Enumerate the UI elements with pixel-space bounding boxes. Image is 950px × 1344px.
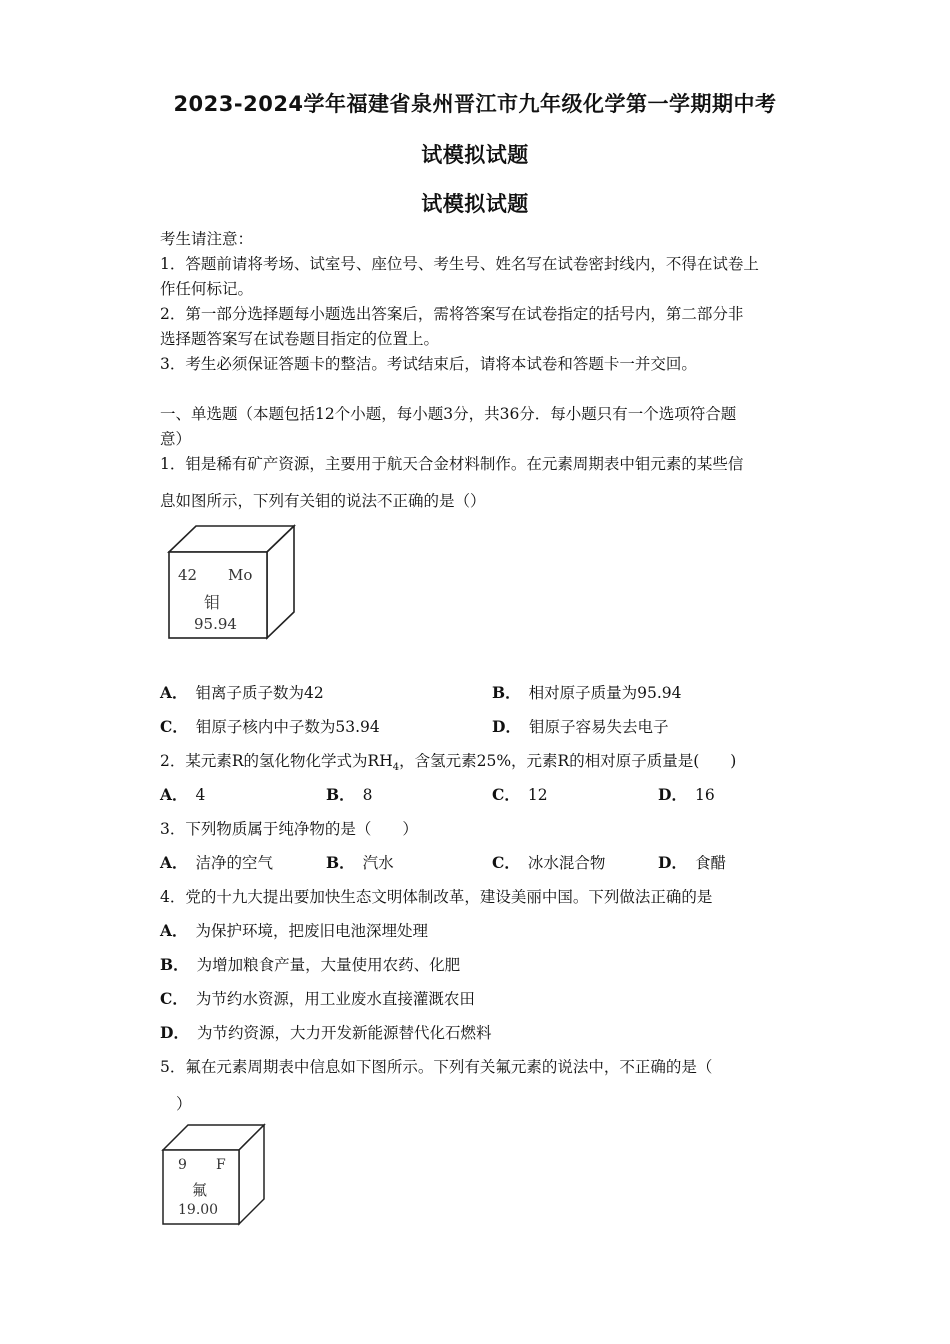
q4-stem: 4．党的十九大提出要加快生态文明体制改革，建设美丽中国。下列做法正确的是 (160, 888, 713, 906)
q1-option-d[interactable] (492, 715, 668, 737)
q1-option-b[interactable] (492, 681, 681, 703)
exam-title-line-1: 2023-2024学年福建省泉州晋江市九年级化学第一学期期中考 (173, 92, 777, 116)
notice-item-1a: 1．答题前请将考场、试室号、座位号、考生号、姓名写在试卷密封线内，不得在试卷上 (160, 255, 759, 273)
q1-stem-b: 息如图所示，下列有关钼的说法不正确的是（） (160, 492, 486, 510)
option-text: 为保护环境，把废旧电池深埋处理 (195, 922, 429, 940)
q2-stem-post: ，含氢元素25%，元素R的相对原子质量是( ) (399, 752, 737, 770)
q2-stem-pre: 2．某元素R的氢化物化学式为RH (160, 752, 393, 770)
exam-subtitle: 试模拟试题 (421, 192, 529, 216)
q1-card-mass: 95.94 (194, 615, 237, 633)
q4-option-b[interactable] (160, 953, 460, 975)
option-letter: C． (160, 989, 188, 1008)
option-text: 钼原子核内中子数为53.94 (195, 718, 380, 736)
exam-title-line-2: 试模拟试题 (421, 143, 529, 167)
q2-stem (160, 749, 800, 773)
option-text: 相对原子质量为95.94 (528, 684, 682, 702)
option-letter: B． (326, 785, 355, 804)
q5-stem-a: 5．氟在元素周期表中信息如下图所示。下列有关氟元素的说法中，不正确的是（ (160, 1058, 713, 1076)
option-letter: C． (160, 717, 188, 736)
notice-heading: 考生请注意： (160, 230, 254, 248)
option-letter: A． (160, 683, 188, 702)
q5-card-mass: 19.00 (178, 1202, 219, 1218)
q3-option-b[interactable] (326, 851, 394, 873)
option-letter: A． (160, 921, 188, 940)
option-text: 钼离子质子数为42 (195, 684, 324, 702)
q2-option-a[interactable] (160, 783, 205, 805)
q1-card-atomic-number: 42 (178, 566, 198, 584)
option-text: 12 (527, 786, 548, 804)
q3-stem: 3．下列物质属于纯净物的是（ ） (160, 820, 418, 838)
option-text: 为节约资源，大力开发新能源替代化石燃料 (196, 1024, 492, 1042)
q2-stem-sub: 4 (392, 762, 400, 774)
option-text: 钼原子容易失去电子 (528, 718, 669, 736)
option-letter: A． (160, 785, 188, 804)
option-letter: D． (492, 717, 521, 736)
option-text: 洁净的空气 (195, 854, 274, 872)
q1-option-a[interactable] (160, 681, 324, 703)
option-text: 16 (694, 786, 715, 804)
q1-option-c[interactable] (160, 715, 380, 737)
q5-stem-b: ） (176, 1095, 192, 1113)
q3-option-d[interactable] (658, 851, 726, 873)
q4-option-a[interactable] (160, 919, 428, 941)
q5-card-atomic-number: 9 (178, 1157, 187, 1173)
q4-option-d[interactable] (160, 1021, 491, 1043)
q1-card-name: 钼 (204, 593, 221, 612)
section-heading-a: 一、单选题（本题包括12个小题，每小题3分，共36分．每小题只有一个选项符合题 (160, 405, 737, 423)
q1-element-card (166, 524, 298, 642)
option-letter: D． (160, 1023, 189, 1042)
option-text: 8 (362, 786, 373, 804)
notice-item-2b: 选择题答案写在试卷题目指定的位置上。 (160, 330, 440, 348)
q5-card-symbol: F (216, 1157, 226, 1173)
notice-item-2a: 2．第一部分选择题每小题选出答案后，需将答案写在试卷指定的括号内，第二部分非 (160, 305, 744, 323)
option-text: 冰水混合物 (527, 854, 606, 872)
option-letter: C． (492, 785, 520, 804)
q4-option-c[interactable] (160, 987, 475, 1009)
option-text: 4 (195, 786, 206, 804)
q2-option-c[interactable] (492, 783, 548, 805)
q2-option-d[interactable] (658, 783, 715, 805)
option-text: 为增加粮食产量，大量使用农药、化肥 (196, 956, 461, 974)
option-letter: D． (658, 853, 687, 872)
option-letter: B． (326, 853, 355, 872)
q5-element-card (160, 1123, 268, 1227)
q3-option-c[interactable] (492, 851, 605, 873)
notice-item-1b: 作任何标记。 (160, 280, 254, 298)
q5-card-name: 氟 (192, 1181, 208, 1199)
option-text: 食醋 (694, 854, 726, 872)
q1-stem-a: 1．钼是稀有矿产资源，主要用于航天合金材料制作。在元素周期表中钼元素的某些信 (160, 455, 744, 473)
option-text: 为节约水资源，用工业废水直接灌溉农田 (195, 990, 475, 1008)
q1-card-symbol: Mo (228, 566, 253, 584)
notice-item-3: 3．考生必须保证答题卡的整洁。考试结束后，请将本试卷和答题卡一并交回。 (160, 355, 697, 373)
section-heading-b: 意） (160, 430, 192, 448)
option-letter: B． (160, 955, 189, 974)
option-letter: C． (492, 853, 520, 872)
option-text: 汽水 (362, 854, 394, 872)
q2-option-b[interactable] (326, 783, 372, 805)
q3-option-a[interactable] (160, 851, 273, 873)
option-letter: B． (492, 683, 521, 702)
option-letter: A． (160, 853, 188, 872)
option-letter: D． (658, 785, 687, 804)
